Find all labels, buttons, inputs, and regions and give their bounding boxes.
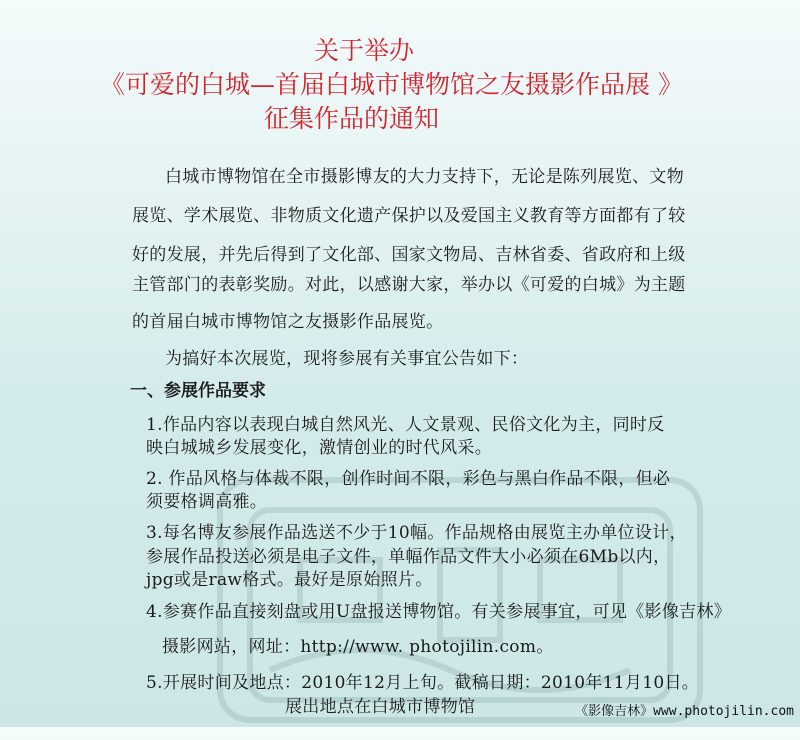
item-4-line-2: 摄影网站，网址：http://www. photojilin.com。 bbox=[162, 637, 554, 657]
item-3-line-2: 参展作品投送必须是电子文件，单幅作品文件大小必须在6Mb以内， bbox=[146, 547, 671, 567]
intro-line: 的首届白城市博物馆之友摄影作品展览。 bbox=[132, 312, 444, 332]
item-2-line-1: 2. 作品风格与体裁不限，创作时间不限，彩色与黑白作品不限，但必 bbox=[146, 469, 671, 489]
intro-line: 主管部门的表彰奖励。对此，以感谢大家，举办以《可爱的白城》为主题 bbox=[132, 275, 686, 295]
intro-line: 白城市博物馆在全市摄影博友的大力支持下，无论是陈列展览、文物 bbox=[165, 167, 684, 187]
item-3-line-1: 3.每名博友参展作品选送不少于10幅。作品规格由展览主办单位设计， bbox=[146, 523, 687, 543]
title-line-2: 《可爱的白城—首届白城市博物馆之友摄影作品展 》 bbox=[100, 70, 683, 99]
item-4-line-1: 4.参赛作品直接刻盘或用U盘报送博物馆。有关参展事宜，可见《影像吉林》 bbox=[146, 602, 732, 622]
title-line-3: 征集作品的通知 bbox=[264, 104, 440, 133]
intro-line: 展览、学术展览、非物质文化遗产保护以及爱国主义教育等方面都有了较 bbox=[132, 206, 686, 226]
site-watermark-text: 《影像吉林》www.photojilin.com bbox=[575, 704, 794, 719]
title-line-1: 关于举办 bbox=[314, 36, 415, 65]
item-1-line-2: 映白城城乡发展变化，激情创业的时代风采。 bbox=[146, 438, 492, 458]
announce-line: 为搞好本次展览，现将参展有关事宜公告如下： bbox=[165, 349, 529, 369]
intro-line: 好的发展，并先后得到了文化部、国家文物局、吉林省委、省政府和上级 bbox=[132, 245, 686, 265]
section-heading: 一、参展作品要求 bbox=[130, 381, 266, 401]
item-5-line-2: 展出地点在白城市博物馆 bbox=[285, 697, 476, 717]
item-1-line-1: 1.作品内容以表现白城自然风光、人文景观、民俗文化为主，同时反 bbox=[146, 415, 665, 435]
item-3-line-3: jpg或是raw格式。最好是原始照片。 bbox=[146, 570, 433, 590]
item-2-line-2: 须要格调高雅。 bbox=[146, 492, 268, 512]
item-5-line-1: 5.开展时间及地点：2010年12月上旬。截稿日期：2010年11月10日。 bbox=[146, 673, 700, 693]
